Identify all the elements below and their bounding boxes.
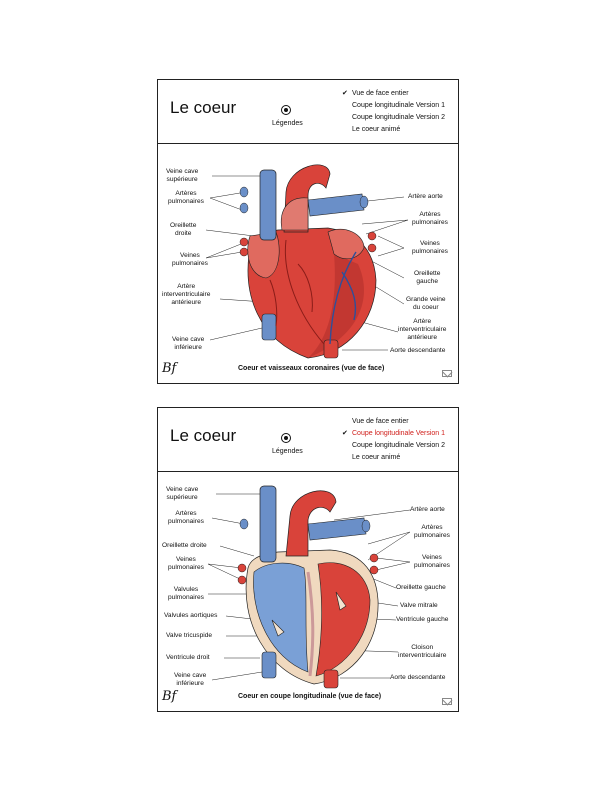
heart-illustration-area	[158, 144, 458, 384]
label-arteres-pulm-right	[412, 211, 448, 227]
check-icon: ✔	[342, 430, 348, 437]
label-artere-interv-right	[398, 318, 446, 342]
menu-item-label: Le coeur animé	[352, 454, 401, 461]
figure-caption: Coeur et vaisseaux coronaires (vue de face)	[238, 365, 385, 372]
menu-item-label: Coupe longitudinale Version 1	[352, 102, 446, 109]
label-veine-cave-inf	[172, 336, 204, 352]
label-veine-cave-sup	[166, 486, 198, 502]
label-text: Aorte descendante	[390, 674, 446, 681]
menu-item-label: Vue de face entier	[352, 418, 409, 425]
label-oreillette-droite	[162, 542, 207, 550]
panel-header	[158, 408, 458, 472]
label-arteres-pulm-left	[168, 510, 204, 526]
label-veines-pulm-left	[172, 252, 208, 268]
menu-item-animated[interactable]	[342, 452, 458, 464]
legend-label[interactable]: Légendes	[272, 120, 303, 127]
label-ventricule-gauche	[396, 616, 448, 624]
label-text: Artère interventriculaire antérieure	[398, 318, 447, 341]
label-veines-pulm-right	[412, 240, 448, 256]
label-grande-veine	[406, 296, 446, 312]
label-text: Veines pulmonaires	[172, 252, 208, 267]
menu-item-label: Le coeur animé	[352, 126, 401, 133]
label-arteres-pulm-left	[168, 190, 204, 206]
label-ventricule-droit	[166, 654, 210, 662]
legend-radio-icon[interactable]	[281, 433, 291, 443]
label-text: Valvules aortiques	[164, 612, 218, 619]
label-text: Artère interventriculaire antérieure	[162, 283, 211, 306]
label-text: Veines pulmonaires	[414, 554, 450, 569]
label-artere-interv-left	[162, 283, 210, 307]
label-text: Ventricule droit	[166, 654, 210, 661]
label-text: Oreillette droite	[162, 542, 207, 549]
menu-item-front-view[interactable]	[342, 88, 458, 100]
label-oreillette-gauche	[396, 584, 446, 592]
label-text: Artères pulmonaires	[412, 211, 448, 226]
legend-label[interactable]: Légendes	[272, 448, 303, 455]
label-text: Valve tricuspide	[166, 632, 213, 639]
label-valve-mitrale	[400, 602, 438, 610]
label-text: Grande veine du coeur	[406, 296, 446, 311]
label-oreillette-gauche	[414, 270, 440, 286]
heart-illustration-area	[158, 472, 458, 712]
label-text: Veines pulmonaires	[168, 556, 204, 571]
label-text: Artères pulmonaires	[168, 190, 204, 205]
menu-item-label: Coupe longitudinale Version 1	[352, 430, 446, 437]
menu-item-section-v2[interactable]	[342, 112, 458, 124]
bf-logo: Bf	[162, 689, 177, 704]
heart-section-panel	[157, 407, 459, 712]
label-text: Veine cave inférieure	[174, 672, 207, 687]
label-oreillette-droite	[170, 222, 196, 238]
figure-caption: Coeur en coupe longitudinale (vue de face)	[238, 693, 382, 700]
label-text: Ventricule gauche	[396, 616, 449, 623]
legend-radio-icon[interactable]	[281, 105, 291, 115]
label-cloison	[398, 644, 446, 660]
label-text: Artères pulmonaires	[168, 510, 204, 525]
label-text: Oreillette gauche	[396, 584, 446, 591]
label-valve-tricuspide	[166, 632, 212, 640]
menu-item-label: Vue de face entier	[352, 90, 409, 97]
panel-header	[158, 80, 458, 144]
label-veines-pulm-left	[168, 556, 204, 572]
page-title: Le coeur	[170, 98, 237, 117]
label-arteres-pulm-right	[414, 524, 450, 540]
label-text: Cloison interventriculaire	[398, 644, 447, 659]
label-text: Veine cave inférieure	[172, 336, 205, 351]
menu-item-front-view[interactable]	[342, 416, 458, 428]
label-text: Artère aorte	[410, 506, 445, 513]
label-text: Artère aorte	[408, 193, 443, 200]
label-artere-aorte	[410, 506, 445, 514]
label-veines-pulm-right	[414, 554, 450, 570]
label-aorte-descendante	[390, 347, 445, 355]
menu-item-section-v1[interactable]	[342, 428, 458, 440]
page-title: Le coeur	[170, 426, 237, 445]
label-text: Veines pulmonaires	[412, 240, 448, 255]
menu-item-label: Coupe longitudinale Version 2	[352, 442, 446, 449]
label-text: Oreillette droite	[170, 222, 197, 237]
label-veine-cave-inf	[174, 672, 206, 688]
mail-icon[interactable]	[442, 698, 452, 705]
mail-icon[interactable]	[442, 370, 452, 377]
view-menu	[342, 416, 458, 464]
view-menu	[342, 88, 458, 136]
label-text: Valvules pulmonaires	[168, 586, 204, 601]
check-icon: ✔	[342, 90, 348, 97]
bf-logo: Bf	[162, 361, 177, 376]
label-artere-aorte	[408, 193, 443, 201]
label-text: Valve mitrale	[400, 602, 438, 609]
label-text: Veine cave supérieure	[166, 486, 199, 501]
label-text: Aorte descendante	[390, 347, 446, 354]
menu-item-animated[interactable]	[342, 124, 458, 136]
label-text: Oreillette gauche	[414, 270, 441, 285]
label-text: Veine cave supérieure	[166, 168, 199, 183]
menu-item-label: Coupe longitudinale Version 2	[352, 114, 446, 121]
label-valvules-aortiques	[164, 612, 217, 620]
menu-item-section-v1[interactable]	[342, 100, 458, 112]
heart-front-view-panel	[157, 79, 459, 384]
label-valvules-pulm	[168, 586, 204, 602]
menu-item-section-v2[interactable]	[342, 440, 458, 452]
label-text: Artères pulmonaires	[414, 524, 450, 539]
label-veine-cave-sup	[166, 168, 198, 184]
label-aorte-descendante	[390, 674, 445, 682]
